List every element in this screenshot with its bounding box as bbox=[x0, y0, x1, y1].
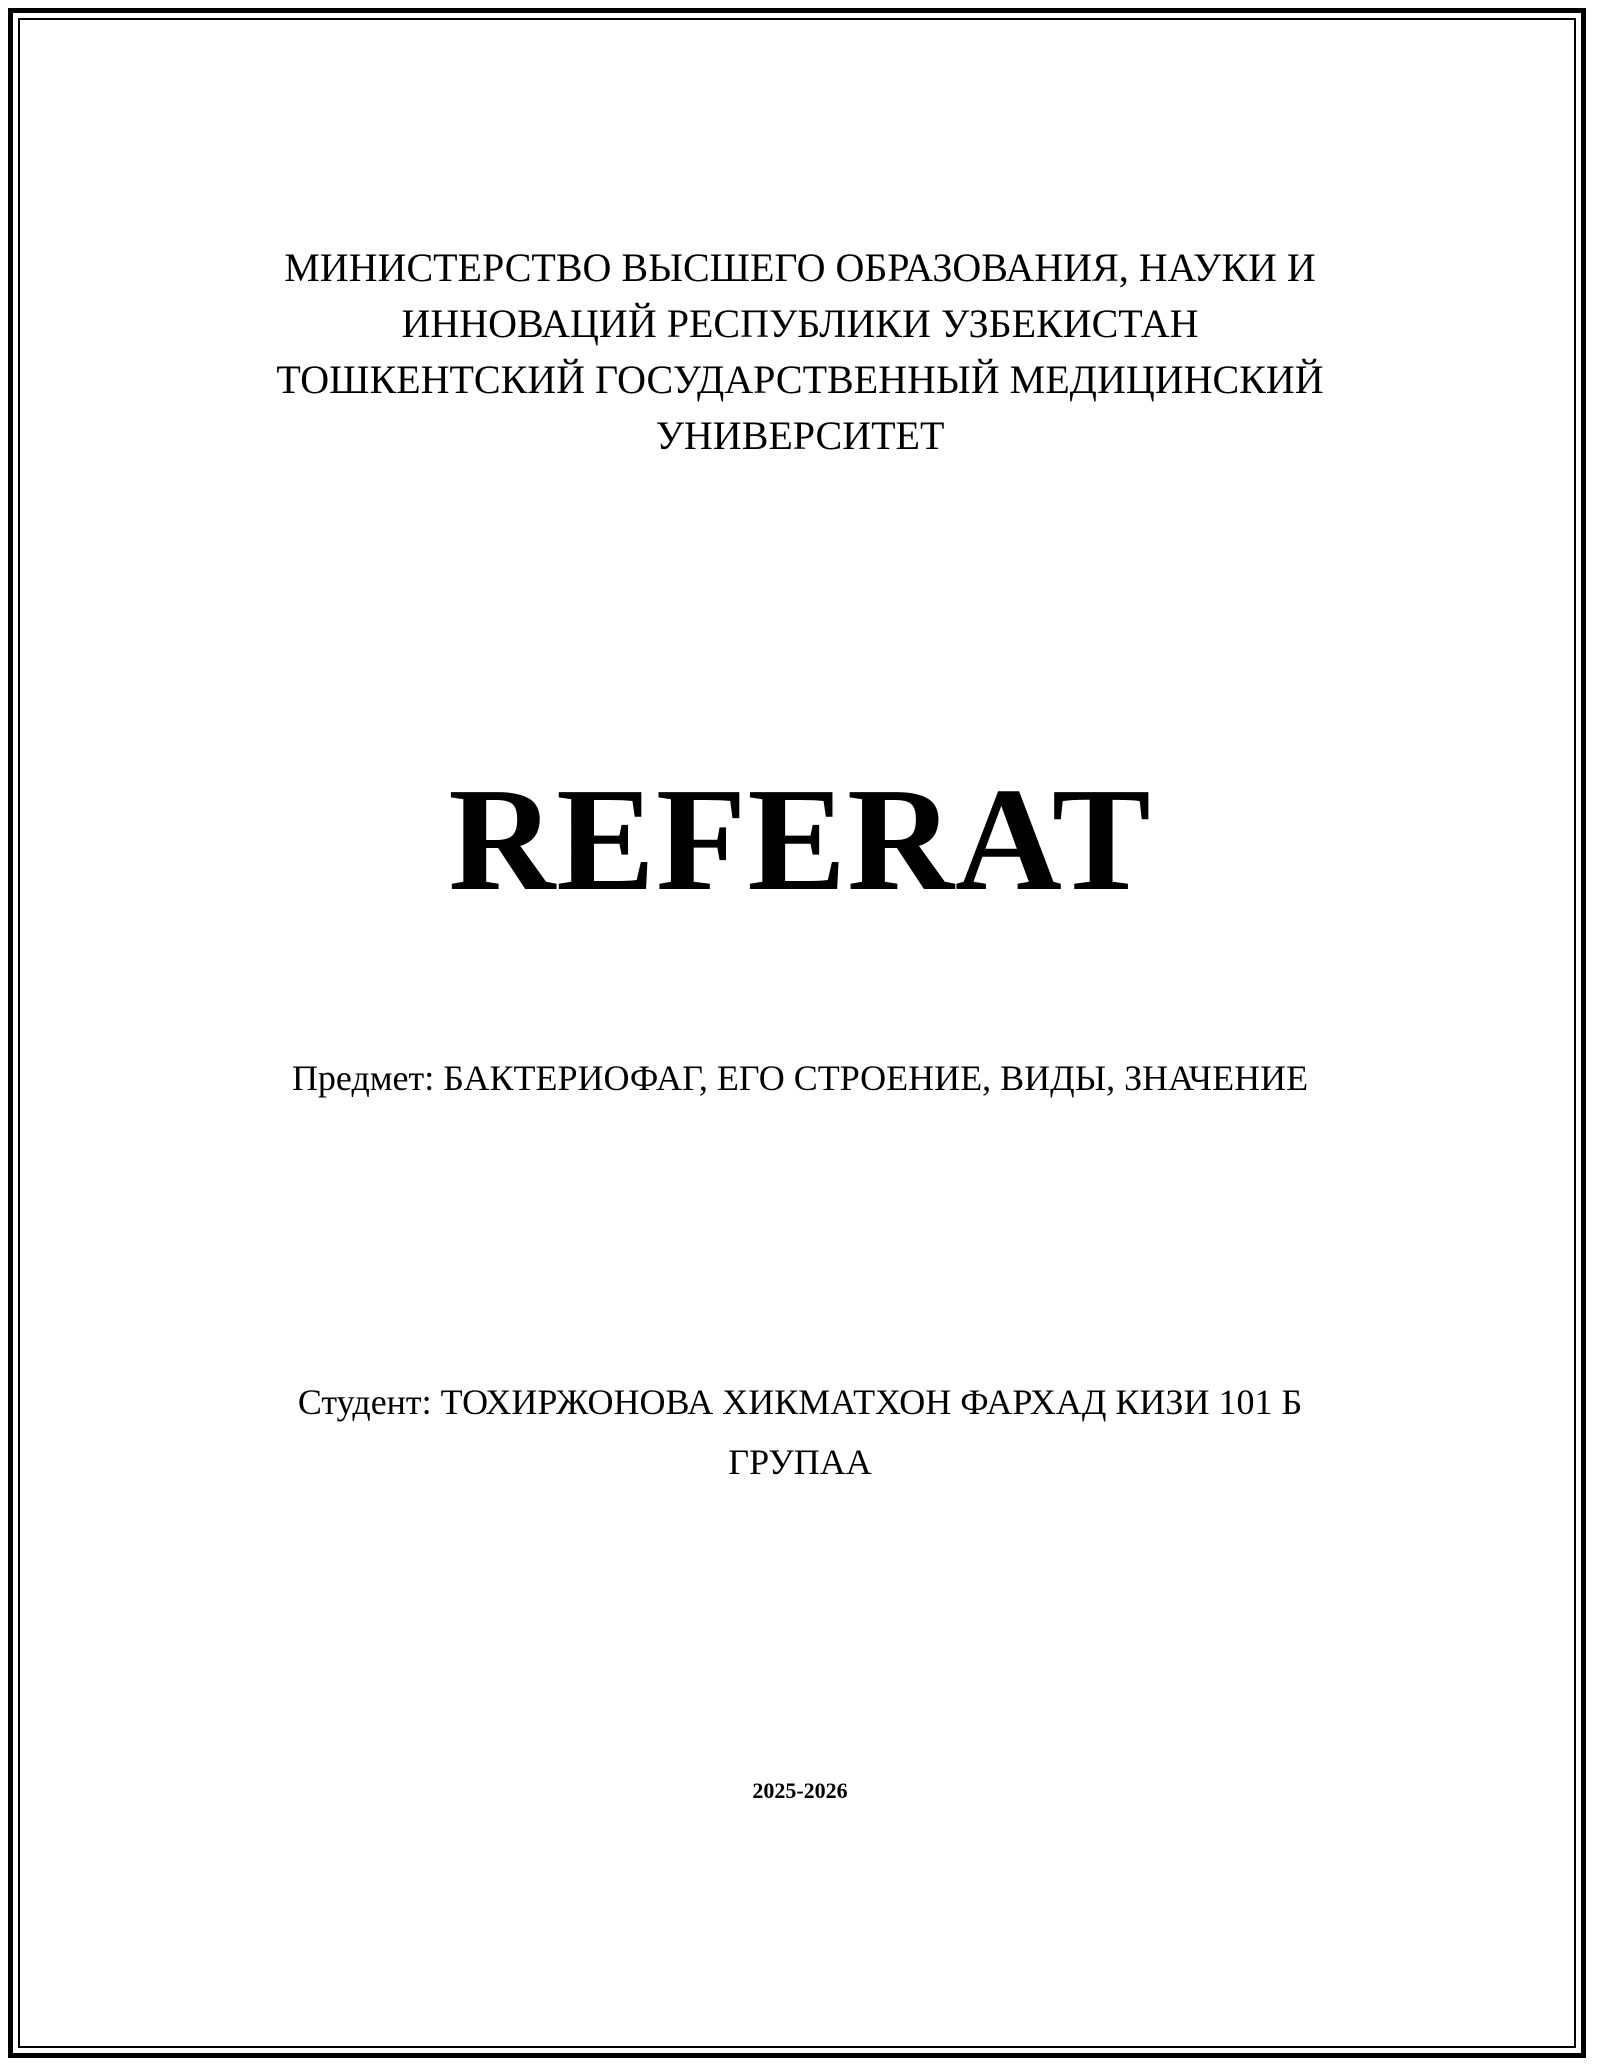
student-info bbox=[0, 1372, 1600, 1492]
document-title: REFERAT bbox=[448, 758, 1152, 922]
student-line-1: Студент: ТОХИРЖОНОВА ХИКМАТХОН ФАРХАД КИЗИ 101 Б bbox=[297, 1382, 1303, 1422]
header-line-4: УНИВЕРСИТЕТ bbox=[655, 413, 945, 458]
subject-line: Предмет: БАКТЕРИОФАГ, ЕГО СТРОЕНИЕ, ВИДЫ, ЗНАЧЕНИЕ bbox=[291, 1058, 1309, 1098]
academic-year: 2025-2026 bbox=[752, 1778, 848, 1803]
institution-header bbox=[0, 240, 1600, 464]
header-line-3: ТОШКЕНТСКИЙ ГОСУДАРСТВЕННЫЙ МЕДИЦИНСКИЙ bbox=[276, 357, 1324, 402]
header-line-1: МИНИСТЕРСТВО ВЫСШЕГО ОБРАЗОВАНИЯ, НАУКИ И bbox=[284, 245, 1316, 290]
student-line-2: ГРУПАА bbox=[728, 1442, 872, 1482]
header-line-2: ИННОВАЦИЙ РЕСПУБЛИКИ УЗБЕКИСТАН bbox=[401, 301, 1199, 346]
